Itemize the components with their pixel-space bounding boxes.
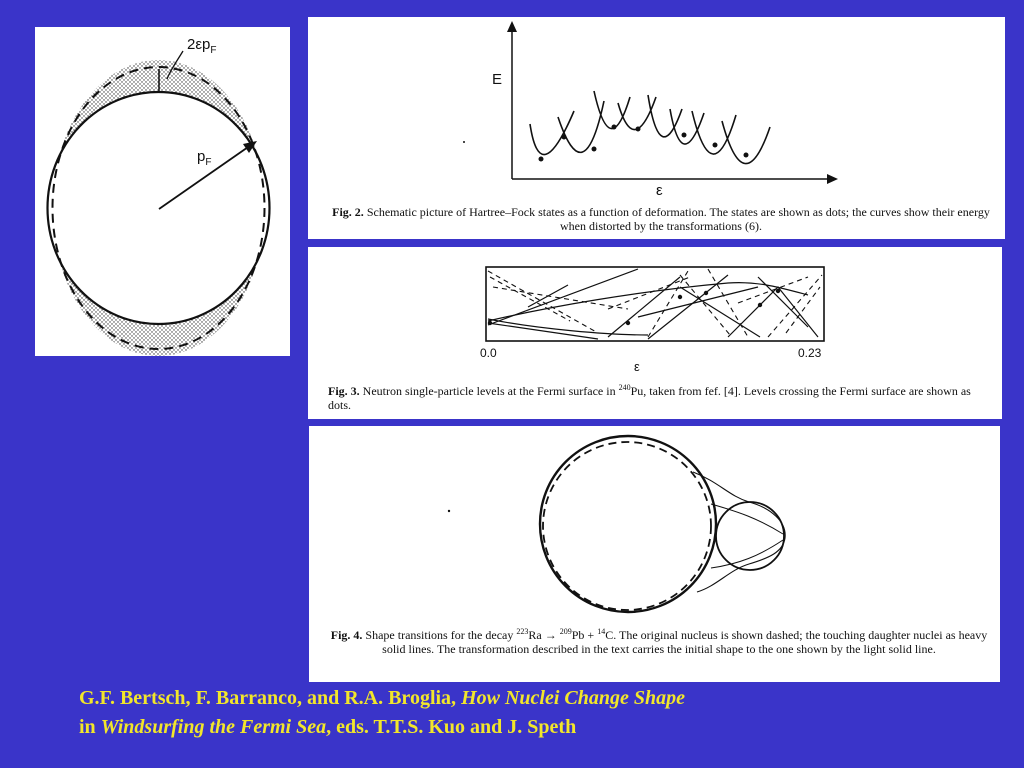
crossing-dot xyxy=(678,295,682,299)
figure-4-caption-part1: Shape transitions for the decay xyxy=(365,628,514,642)
figure-3-caption xyxy=(328,381,988,412)
state-dot xyxy=(612,125,617,130)
figure-3 xyxy=(308,247,1002,419)
spherical-fermi-surface xyxy=(48,92,270,324)
citation-in: in xyxy=(79,716,96,738)
level-line xyxy=(680,287,760,337)
stray-dot xyxy=(463,141,465,143)
state-dot xyxy=(744,153,749,158)
level-line xyxy=(488,283,808,321)
x-min-label: 0.0 xyxy=(480,346,497,360)
state-dot xyxy=(592,147,597,152)
label-pf: $p_F$ xyxy=(197,148,212,168)
transformed-shape xyxy=(693,472,785,592)
figure-2-caption-text: Schematic picture of Hartree–Fock states as a function of deformation. The states are shown as dots; the curves show their energy when distorted by the transformations (6). xyxy=(366,205,990,233)
curve-5 xyxy=(648,95,682,137)
state-dot xyxy=(636,127,641,132)
citation-authors: G.F. Bertsch, F. Barranco, and R.A. Broglia, xyxy=(79,687,457,709)
figure-3-caption-prefix: Fig. 3. xyxy=(328,384,360,398)
figure-4-caption xyxy=(327,625,991,656)
state-dot xyxy=(562,135,567,140)
citation xyxy=(79,684,979,742)
pb-mass: 209 xyxy=(559,627,572,636)
ra-symbol: Ra xyxy=(528,628,542,642)
energy-curves xyxy=(530,91,770,164)
figure-4 xyxy=(309,426,1000,682)
figure-3-caption-part1: Neutron single-particle levels at the Fermi surface in xyxy=(362,384,616,398)
pb-symbol: Pb xyxy=(571,628,585,642)
citation-title: How Nuclei Change Shape xyxy=(461,687,685,709)
isotope-mass: 240 xyxy=(618,383,631,392)
stray-dot xyxy=(448,510,450,512)
crossing-dot xyxy=(776,289,780,293)
state-dot xyxy=(682,133,687,138)
ra-mass: 223 xyxy=(516,627,529,636)
x-max-label: 0.23 xyxy=(798,346,822,360)
daughter-nucleus-c xyxy=(716,502,784,570)
daughter-nucleus-pb xyxy=(540,436,716,612)
x-axis-label: ε xyxy=(656,182,663,197)
dashed-level xyxy=(608,277,690,309)
fermi-surface-stipple xyxy=(53,60,265,356)
fermi-sphere-figure xyxy=(35,27,290,356)
crossing-dot xyxy=(626,321,630,325)
figure-2-caption-prefix: Fig. 2. xyxy=(332,205,364,219)
y-axis-arrow xyxy=(507,21,517,32)
c-mass: 14 xyxy=(597,627,606,636)
state-dot xyxy=(713,143,718,148)
hf-states xyxy=(463,125,749,162)
state-dot xyxy=(539,157,544,162)
original-nucleus xyxy=(543,442,711,610)
crossing-dot xyxy=(704,291,708,295)
figure-4-caption-part2: The original nucleus is shown dashed; the touching daughter nuclei as heavy solid lines. The transformation described in the text carries the initial shape to the one shown by the light solid line. xyxy=(382,628,988,656)
citation-line-1 xyxy=(79,684,979,713)
figure-3-caption-part2: Pu, taken from fef. [4]. Levels crossing the Fermi surface are shown as dots. xyxy=(328,384,971,412)
x-axis-label: ε xyxy=(634,359,640,374)
citation-line-2 xyxy=(79,713,979,742)
decay-arrow: → xyxy=(544,628,557,642)
curve-2 xyxy=(558,101,604,152)
label-2-eps-pf: $2\varepsilon p_F$ xyxy=(187,36,217,56)
curve-1 xyxy=(530,111,574,155)
crossing-dot xyxy=(758,303,762,307)
plus-sign: + xyxy=(587,628,595,642)
fermi-sphere-diagram xyxy=(35,27,290,356)
single-particle-levels-plot xyxy=(308,247,1002,375)
figure-2-caption xyxy=(330,205,992,233)
shape-transition-diagram xyxy=(309,426,1000,621)
dashed-level xyxy=(768,275,822,337)
c-symbol: C. xyxy=(605,628,617,642)
hartree-fock-plot xyxy=(308,17,1005,197)
level-line xyxy=(488,323,598,339)
crossing-dot xyxy=(488,321,492,325)
dashed-level xyxy=(738,277,808,303)
level-line xyxy=(758,277,808,327)
y-axis-label: E xyxy=(492,71,503,88)
citation-editors: , eds. T.T.S. Kuo and J. Speth xyxy=(326,716,577,738)
curve-7 xyxy=(692,111,736,154)
x-axis-arrow xyxy=(827,174,838,184)
figure-2 xyxy=(308,17,1005,239)
dashed-level xyxy=(708,269,748,337)
dashed-level xyxy=(648,271,688,337)
figure-4-caption-prefix: Fig. 4. xyxy=(330,628,363,642)
citation-book: Windsurfing the Fermi Sea xyxy=(100,716,327,738)
